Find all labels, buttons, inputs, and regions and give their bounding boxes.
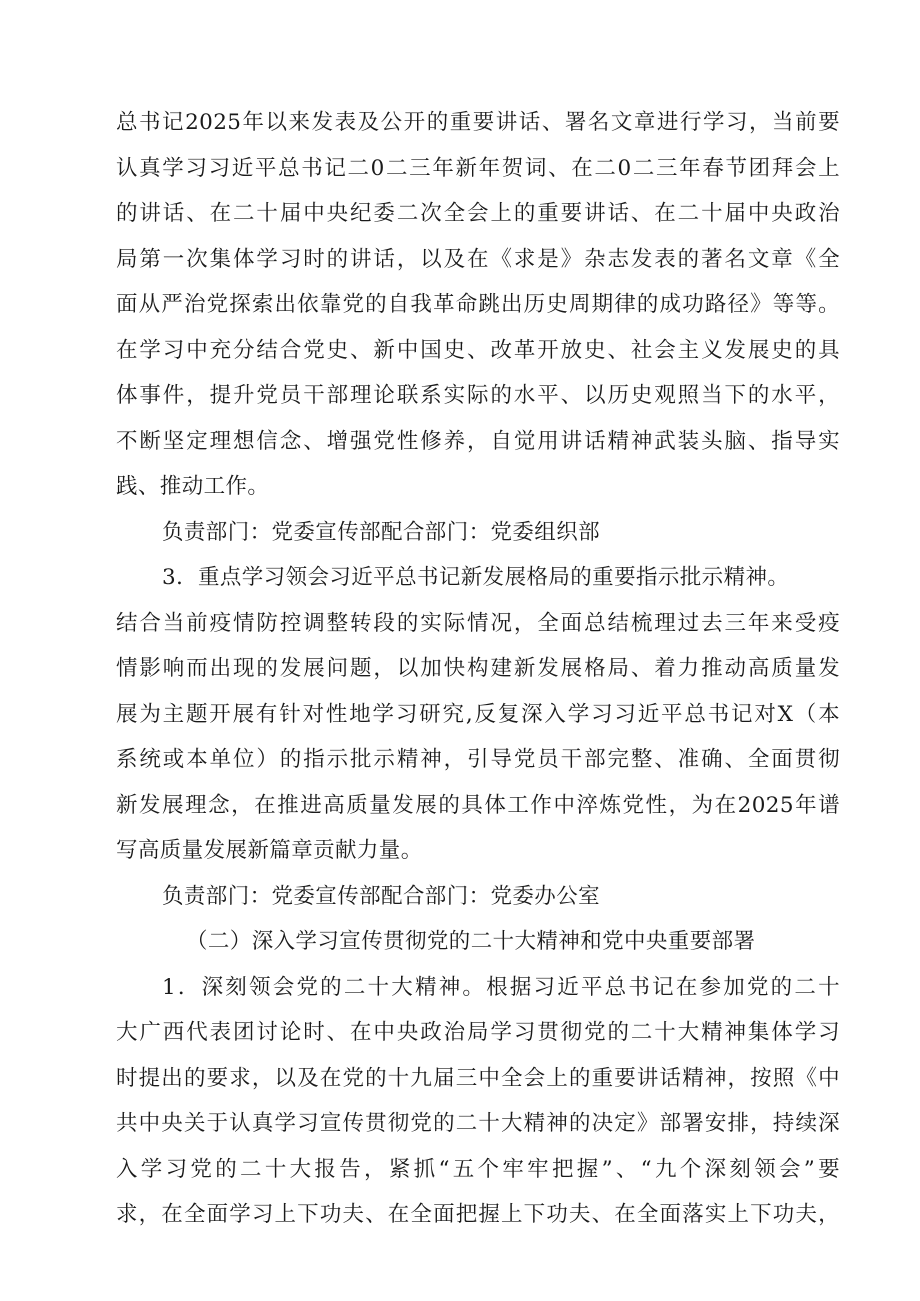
text-line: 的讲话、在二十届中央纪委二次全会上的重要讲话、在二十届中央政治: [116, 201, 840, 226]
document-body: [116, 100, 840, 1238]
text-line: 展为主题开展有针对性地学习研究,反复深入学习习近平总书记对X（本: [116, 701, 840, 727]
text-line: 体事件，提升党员干部理论联系实际的水平、以历史观照当下的水平，: [116, 383, 840, 408]
text-line: 求，在全面学习上下功夫、在全面把握上下功夫、在全面落实上下功夫，: [116, 1202, 840, 1227]
text-line: 入学习党的二十大报告，紧抓“五个牢牢把握”、“九个深刻领会”要: [116, 1156, 840, 1182]
text-line: 总书记2025年以来发表及公开的重要讲话、署名文章进行学习，当前要: [116, 110, 840, 135]
text-line: 不断坚定理想信念、增强党性修养，自觉用讲话精神武装头脑、指导实: [116, 428, 840, 454]
text-line: 践、推动工作。: [116, 474, 270, 499]
text-line: 面从严治党探索出依靠党的自我革命跳出历史周期律的成功路径》等等。: [116, 292, 840, 317]
text-line: 系统或本单位）的指示批示精神，引导党员干部完整、准确、全面贯彻: [116, 747, 840, 772]
text-line: 新发展理念，在推进高质量发展的具体工作中淬炼党性，为在2025年谱: [116, 792, 840, 818]
text-line: 大广西代表团讨论时、在中央政治局学习贯彻党的二十大精神集体学习: [116, 1020, 840, 1045]
text-line: 结合当前疫情防控调整转段的实际情况，全面总结梳理过去三年来受疫: [116, 610, 840, 636]
text-line: 认真学习习近平总书记二0二三年新年贺词、在二0二三年春节团拜会上: [116, 155, 840, 181]
text-line: 写高质量发展新篇章贡献力量。: [116, 838, 423, 863]
responsible-departments: 负责部门：党委宣传部配合部门：党委组织部: [162, 519, 601, 545]
responsible-departments: 负责部门：党委宣传部配合部门：党委办公室: [162, 883, 601, 909]
text-line: 在学习中充分结合党史、新中国史、改革开放史、社会主义发展史的具: [116, 337, 840, 363]
section-heading: （二）深入学习宣传贯彻党的二十大精神和党中央重要部署: [186, 929, 756, 954]
item-title: 1．深刻领会党的二十大精神。根据习近平总书记在参加党的二十: [162, 974, 840, 1000]
text-line: 局第一次集体学习时的讲话，以及在《求是》杂志发表的著名文章《全: [116, 246, 840, 272]
item-title: 3．重点学习领会习近平总书记新发展格局的重要指示批示精神。: [162, 565, 790, 590]
text-line: 共中央关于认真学习宣传贯彻党的二十大精神的决定》部署安排，持续深: [116, 1111, 840, 1136]
text-line: 时提出的要求，以及在党的十九届三中全会上的重要讲话精神，按照《中: [116, 1065, 840, 1091]
text-line: 情影响而出现的发展问题，以加快构建新发展格局、着力推动高质量发: [116, 656, 840, 681]
